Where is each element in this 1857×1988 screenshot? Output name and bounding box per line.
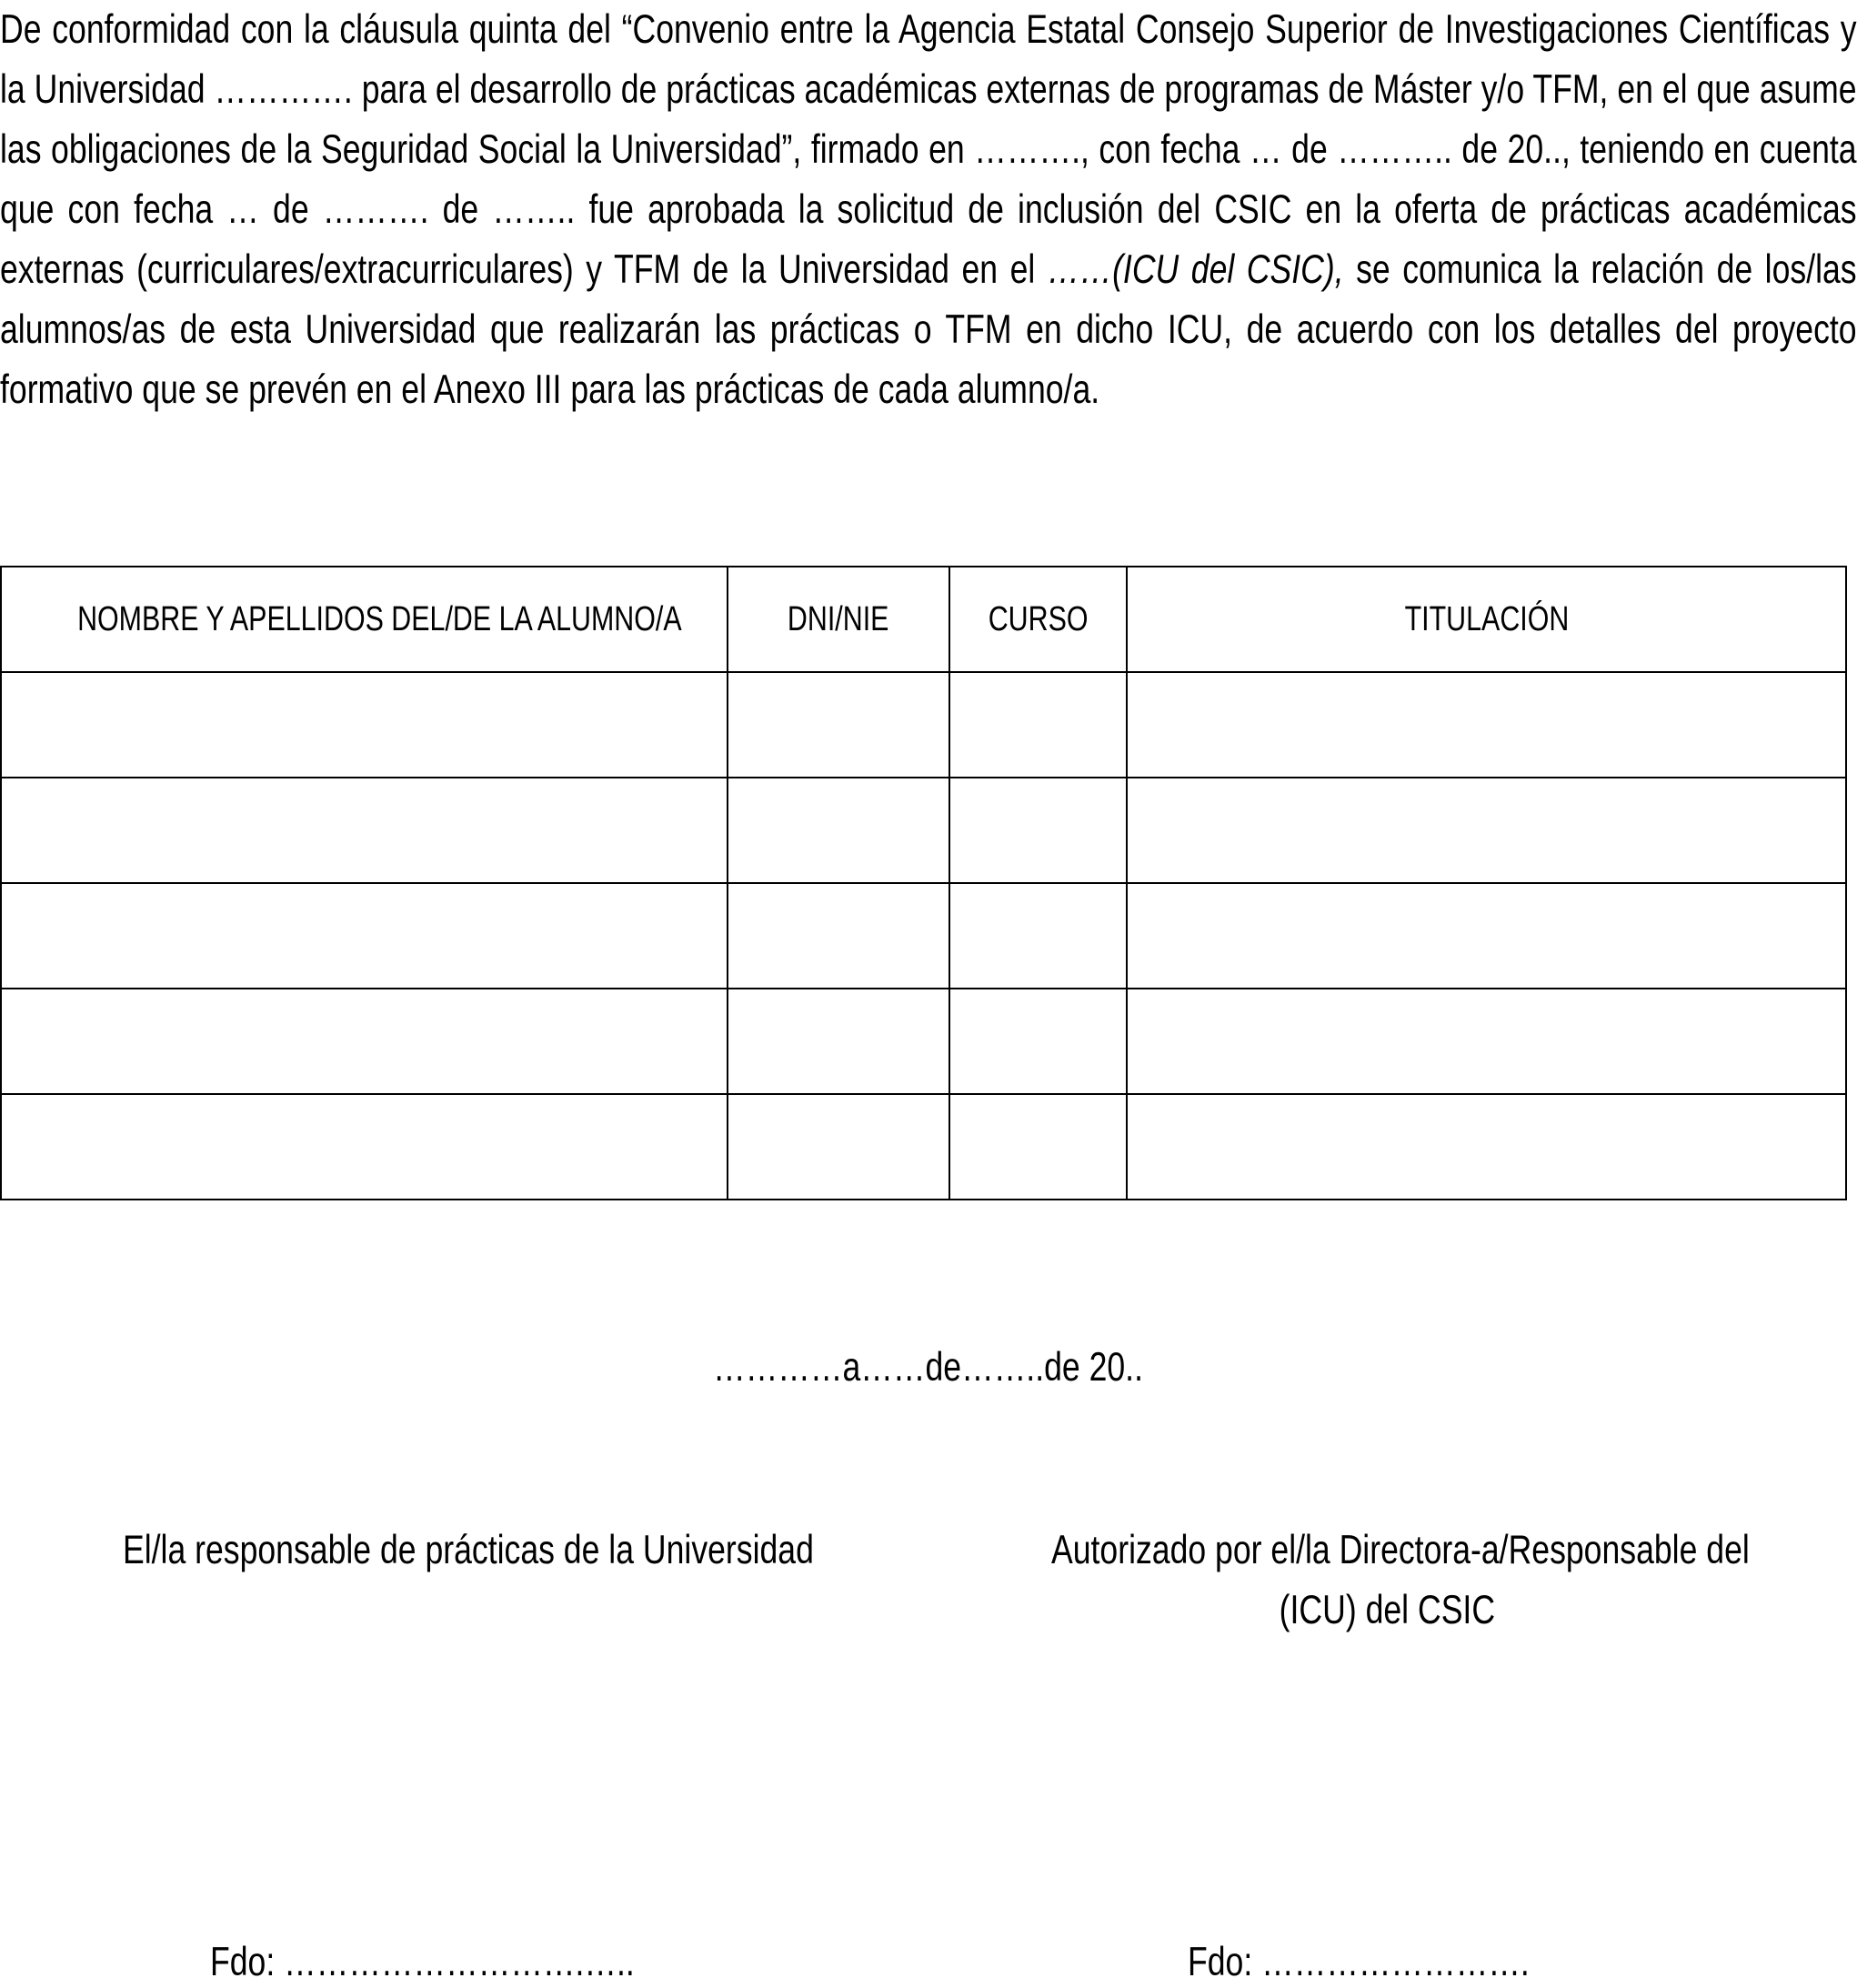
signature-icu-title bbox=[964, 1521, 1810, 1641]
header-nombre: NOMBRE Y APELLIDOS DEL/DE LA ALUMNO/A bbox=[1, 567, 728, 672]
cell-nombre[interactable] bbox=[1, 778, 728, 883]
header-curso: CURSO bbox=[949, 567, 1127, 672]
cell-titulacion[interactable] bbox=[1127, 883, 1846, 989]
table-row bbox=[1, 883, 1846, 989]
signature-university-label: El/la responsable de prácticas de la Universidad bbox=[122, 1528, 814, 1572]
cell-titulacion[interactable] bbox=[1127, 672, 1846, 778]
students-table-container bbox=[0, 566, 1847, 1200]
intro-paragraph bbox=[0, 0, 1857, 420]
cell-dni-nie[interactable] bbox=[728, 778, 949, 883]
header-titulacion: TITULACIÓN bbox=[1127, 567, 1846, 672]
header-dni-nie: DNI/NIE bbox=[728, 567, 949, 672]
cell-titulacion[interactable] bbox=[1127, 989, 1846, 1094]
signature-university-title bbox=[36, 1521, 891, 1581]
table-row bbox=[1, 1094, 1846, 1200]
signed-by-university: Fdo: ……………………….….. bbox=[210, 1940, 635, 1984]
cell-dni-nie[interactable] bbox=[728, 1094, 949, 1200]
cell-curso[interactable] bbox=[949, 1094, 1127, 1200]
students-table bbox=[0, 566, 1847, 1200]
cell-curso[interactable] bbox=[949, 883, 1127, 989]
cell-nombre[interactable] bbox=[1, 672, 728, 778]
cell-nombre[interactable] bbox=[1, 1094, 728, 1200]
signature-icu-label-line2: (ICU) del CSIC bbox=[1279, 1588, 1495, 1632]
table-row bbox=[1, 672, 1846, 778]
place-date-text: …………a……de……..de 20.. bbox=[713, 1345, 1144, 1390]
icu-placeholder-italic: ……(ICU del CSIC), bbox=[1047, 247, 1344, 292]
cell-nombre[interactable] bbox=[1, 989, 728, 1094]
table-header-row bbox=[1, 567, 1846, 672]
intro-paragraph-block bbox=[0, 0, 1857, 420]
table-row bbox=[1, 778, 1846, 883]
cell-curso[interactable] bbox=[949, 989, 1127, 1094]
signature-icu-label-line1: Autorizado por el/la Directora-a/Responsable del bbox=[1050, 1528, 1750, 1572]
cell-curso[interactable] bbox=[949, 778, 1127, 883]
cell-dni-nie[interactable] bbox=[728, 672, 949, 778]
cell-nombre[interactable] bbox=[1, 883, 728, 989]
cell-dni-nie[interactable] bbox=[728, 883, 949, 989]
cell-titulacion[interactable] bbox=[1127, 778, 1846, 883]
intro-text-part2: se comunica la relación de los/las alumnos/as de esta Universidad que realizarán las prácticas o TFM en dicho ICU, de acuerdo con los detalles del proyecto formativo que se prevén en el Anexo III para las prácticas de cada alumno/a. bbox=[0, 247, 1857, 412]
cell-titulacion[interactable] bbox=[1127, 1094, 1846, 1200]
cell-curso[interactable] bbox=[949, 672, 1127, 778]
signed-by-icu: Fdo: ……………………. bbox=[1188, 1940, 1530, 1984]
intro-text-part1: De conformidad con la cláusula quinta del “Convenio entre la Agencia Estatal Consejo Superior de Investigaciones Científicas y la Universidad …………. para el desarrollo de prácticas académicas externas de programas de Máster y/o TFM, en el que asume las obligaciones de la Seguridad Social la Universidad”, firmado en ………., con fecha … de ……….. de 20.., teniendo en cuenta que con fecha … de ………. de …….. fue aprobada la solicitud de inclusión del CSIC en la oferta de prácticas académicas externas (curriculares/extracurriculares) y TFM de la Universidad en el bbox=[0, 7, 1857, 292]
cell-dni-nie[interactable] bbox=[728, 989, 949, 1094]
place-date-line bbox=[0, 1342, 1857, 1393]
table-row bbox=[1, 989, 1846, 1094]
